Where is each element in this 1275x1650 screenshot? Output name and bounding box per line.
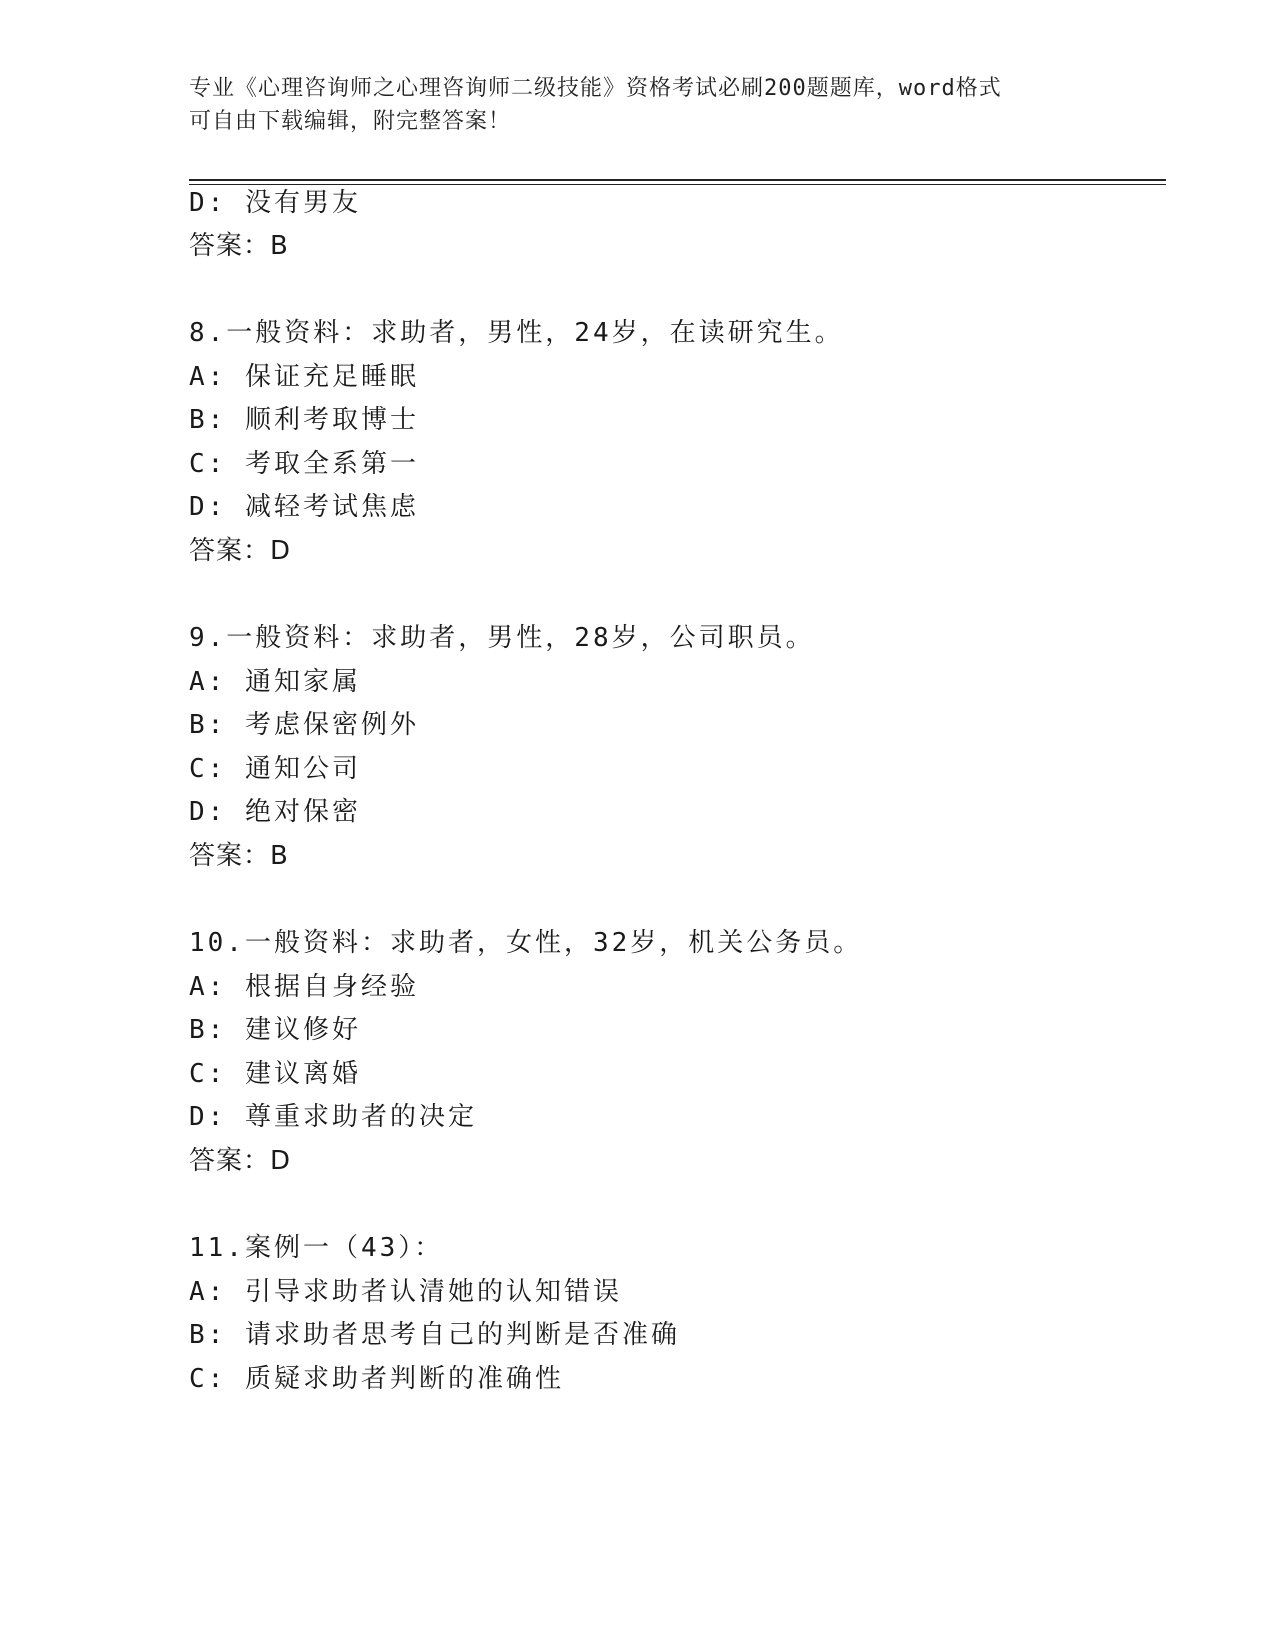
- answer-line: 答案：B: [189, 231, 289, 261]
- option-a: A: 通知家属: [189, 667, 361, 697]
- option-b: B: 请求助者思考自己的判断是否准确: [189, 1320, 680, 1350]
- option-d: D: 绝对保密: [189, 797, 361, 827]
- question-9: 9.一般资料：求助者，男性，28岁，公司职员。: [189, 623, 815, 653]
- header-divider-thin: [189, 184, 1166, 185]
- option-d: D: 尊重求助者的决定: [189, 1102, 477, 1132]
- option-b: B: 建议修好: [189, 1015, 361, 1045]
- answer-line: 答案：B: [189, 841, 289, 871]
- question-10: 10.一般资料：求助者，女性，32岁，机关公务员。: [189, 928, 863, 958]
- header-divider-thick: [189, 179, 1166, 181]
- option-b: B: 考虑保密例外: [189, 710, 419, 740]
- header-title-line-2: 可自由下载编辑，附完整答案！: [189, 109, 512, 134]
- option-b: B: 顺利考取博士: [189, 405, 419, 435]
- option-c: C: 建议离婚: [189, 1059, 361, 1089]
- header-title-line-1: 专业《心理咨询师之心理咨询师二级技能》资格考试必刷200题题库，word格式: [189, 76, 1002, 101]
- option-d: D: 减轻考试焦虑: [189, 492, 419, 522]
- option-c: C: 质疑求助者判断的准确性: [189, 1364, 564, 1394]
- option-a: A: 根据自身经验: [189, 972, 419, 1002]
- answer-line: 答案：D: [189, 1146, 292, 1176]
- document-header: [189, 72, 1089, 138]
- option-c: C: 考取全系第一: [189, 449, 419, 479]
- answer-line: 答案：D: [189, 536, 292, 566]
- question-8: 8.一般资料：求助者，男性，24岁，在读研究生。: [189, 318, 844, 348]
- option-a: A: 引导求助者认清她的认知错误: [189, 1277, 622, 1307]
- question-11: 11.案例一（43）：: [189, 1233, 444, 1263]
- option-c: C: 通知公司: [189, 754, 361, 784]
- option-a: A: 保证充足睡眠: [189, 362, 419, 392]
- option-d: D: 没有男友: [189, 188, 361, 218]
